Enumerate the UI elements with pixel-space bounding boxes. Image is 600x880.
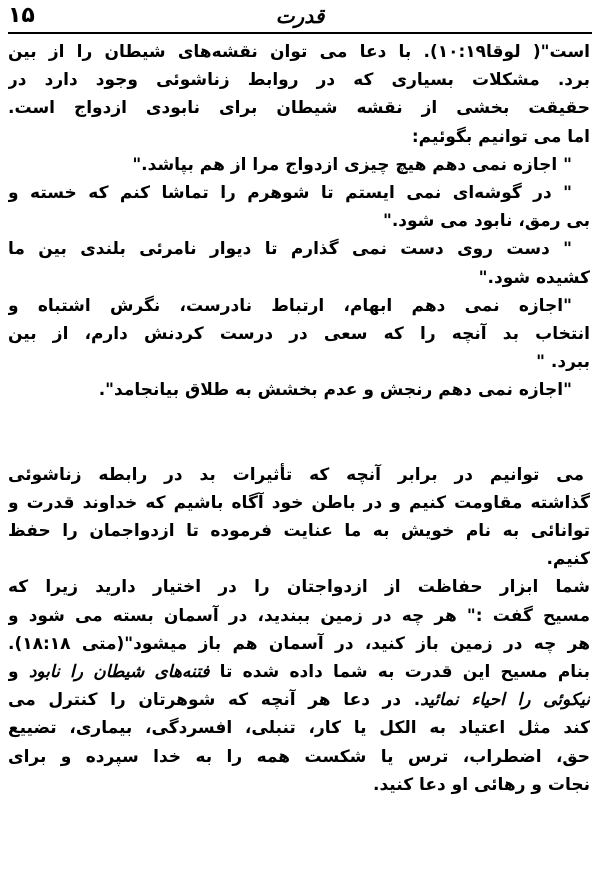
- text-line: کنیم.: [546, 549, 590, 570]
- text-line: حق، اضطراب، ترس یا شکست همه را به خدا سپرده و برای: [8, 746, 590, 767]
- paragraph-3: [8, 573, 590, 799]
- paragraph-1: [8, 38, 590, 151]
- text-line: هر چه در زمین باز کنید، در آسمان هم باز میشود"(متی ۱۸:۱۸).: [8, 633, 590, 654]
- quote-line: "اجازه نمی دهم رنجش و عدم بخشش به طلاق بیانجامد".: [98, 380, 572, 401]
- page-number: ۱۵: [8, 3, 35, 28]
- declarations-list: [8, 151, 590, 405]
- emphasis-text: نیکوئی را احیاء نمائید: [420, 690, 590, 711]
- quote-line: کشیده شود.": [478, 267, 590, 288]
- quote-line: انتخاب بد آنچه را که سعی در درست کردنش دارم، از بین: [8, 324, 590, 345]
- text-line: مسیح گفت :" هر چه در زمین ببندید، در آسمان بسته می شود و: [8, 605, 590, 626]
- quote-line: " دست روی دست نمی گذارم تا دیوار نامرئی بلندی بین ما: [8, 239, 572, 260]
- text-run: و: [8, 662, 29, 683]
- running-title: قدرت: [275, 4, 325, 28]
- text-line: توانائی به نام خویش به ما عنایت فرموده تا ازدواجمان را حفظ: [8, 521, 590, 542]
- text-run: . در دعا هر آنچه که شوهرتان را کنترل می: [8, 690, 421, 711]
- text-line: کند مثل اعتیاد به الکل یا کار، تنبلی، افسردگی، بیماری، تضییع: [8, 718, 590, 739]
- text-line: حقیقت بخشی از نقشه شیطان برای نابودی ازدواج است.: [8, 98, 590, 119]
- text-line: می توانیم در برابر آنچه که تأثیرات بد در رابطه زناشوئی: [8, 464, 584, 485]
- quote-line: " در گوشه‌ای نمی ایستم تا شوهرم را تماشا کنم که خسته و: [8, 183, 572, 204]
- emphasis-text: فتنه‌های شیطان را نابود: [28, 662, 210, 683]
- quote-line: "اجازه نمی دهم ابهام، ارتباط نادرست، نگرش اشتباه و: [8, 295, 572, 316]
- body-text: [8, 38, 590, 799]
- text-line: شما ابزار حفاظت از ازدواجتان را در اختیار دارید زیرا که: [8, 577, 590, 598]
- paragraph-2: [8, 461, 590, 574]
- quote-line: بی رمق، نابود می شود.": [382, 211, 590, 232]
- text-line: است"( لوقا۱۰:۱۹). با دعا می توان نقشه‌های شیطان را از بین: [8, 42, 590, 62]
- text-line: [8, 686, 590, 714]
- text-line: [8, 658, 590, 686]
- page-header: [8, 2, 592, 34]
- quote-line: ببرد. ": [536, 352, 590, 373]
- text-line: اما می توانیم بگوئیم:: [411, 126, 590, 147]
- text-run: بنام مسیح این قدرت به شما داده شده تا: [209, 662, 590, 683]
- text-line: گذاشته مقاومت کنیم و در باطن خود آگاه باشیم که خداوند قدرت و: [8, 492, 590, 513]
- quote-line: " اجازه نمی دهم هیچ چیزی ازدواج مرا از هم بپاشد.": [132, 154, 572, 175]
- paragraph-gap: [8, 405, 590, 461]
- text-line: برد. مشکلات بسیاری که در روابط زناشوئی وجود دارد در: [8, 70, 590, 91]
- text-line: نجات و رهائی او دعا کنید.: [373, 774, 590, 795]
